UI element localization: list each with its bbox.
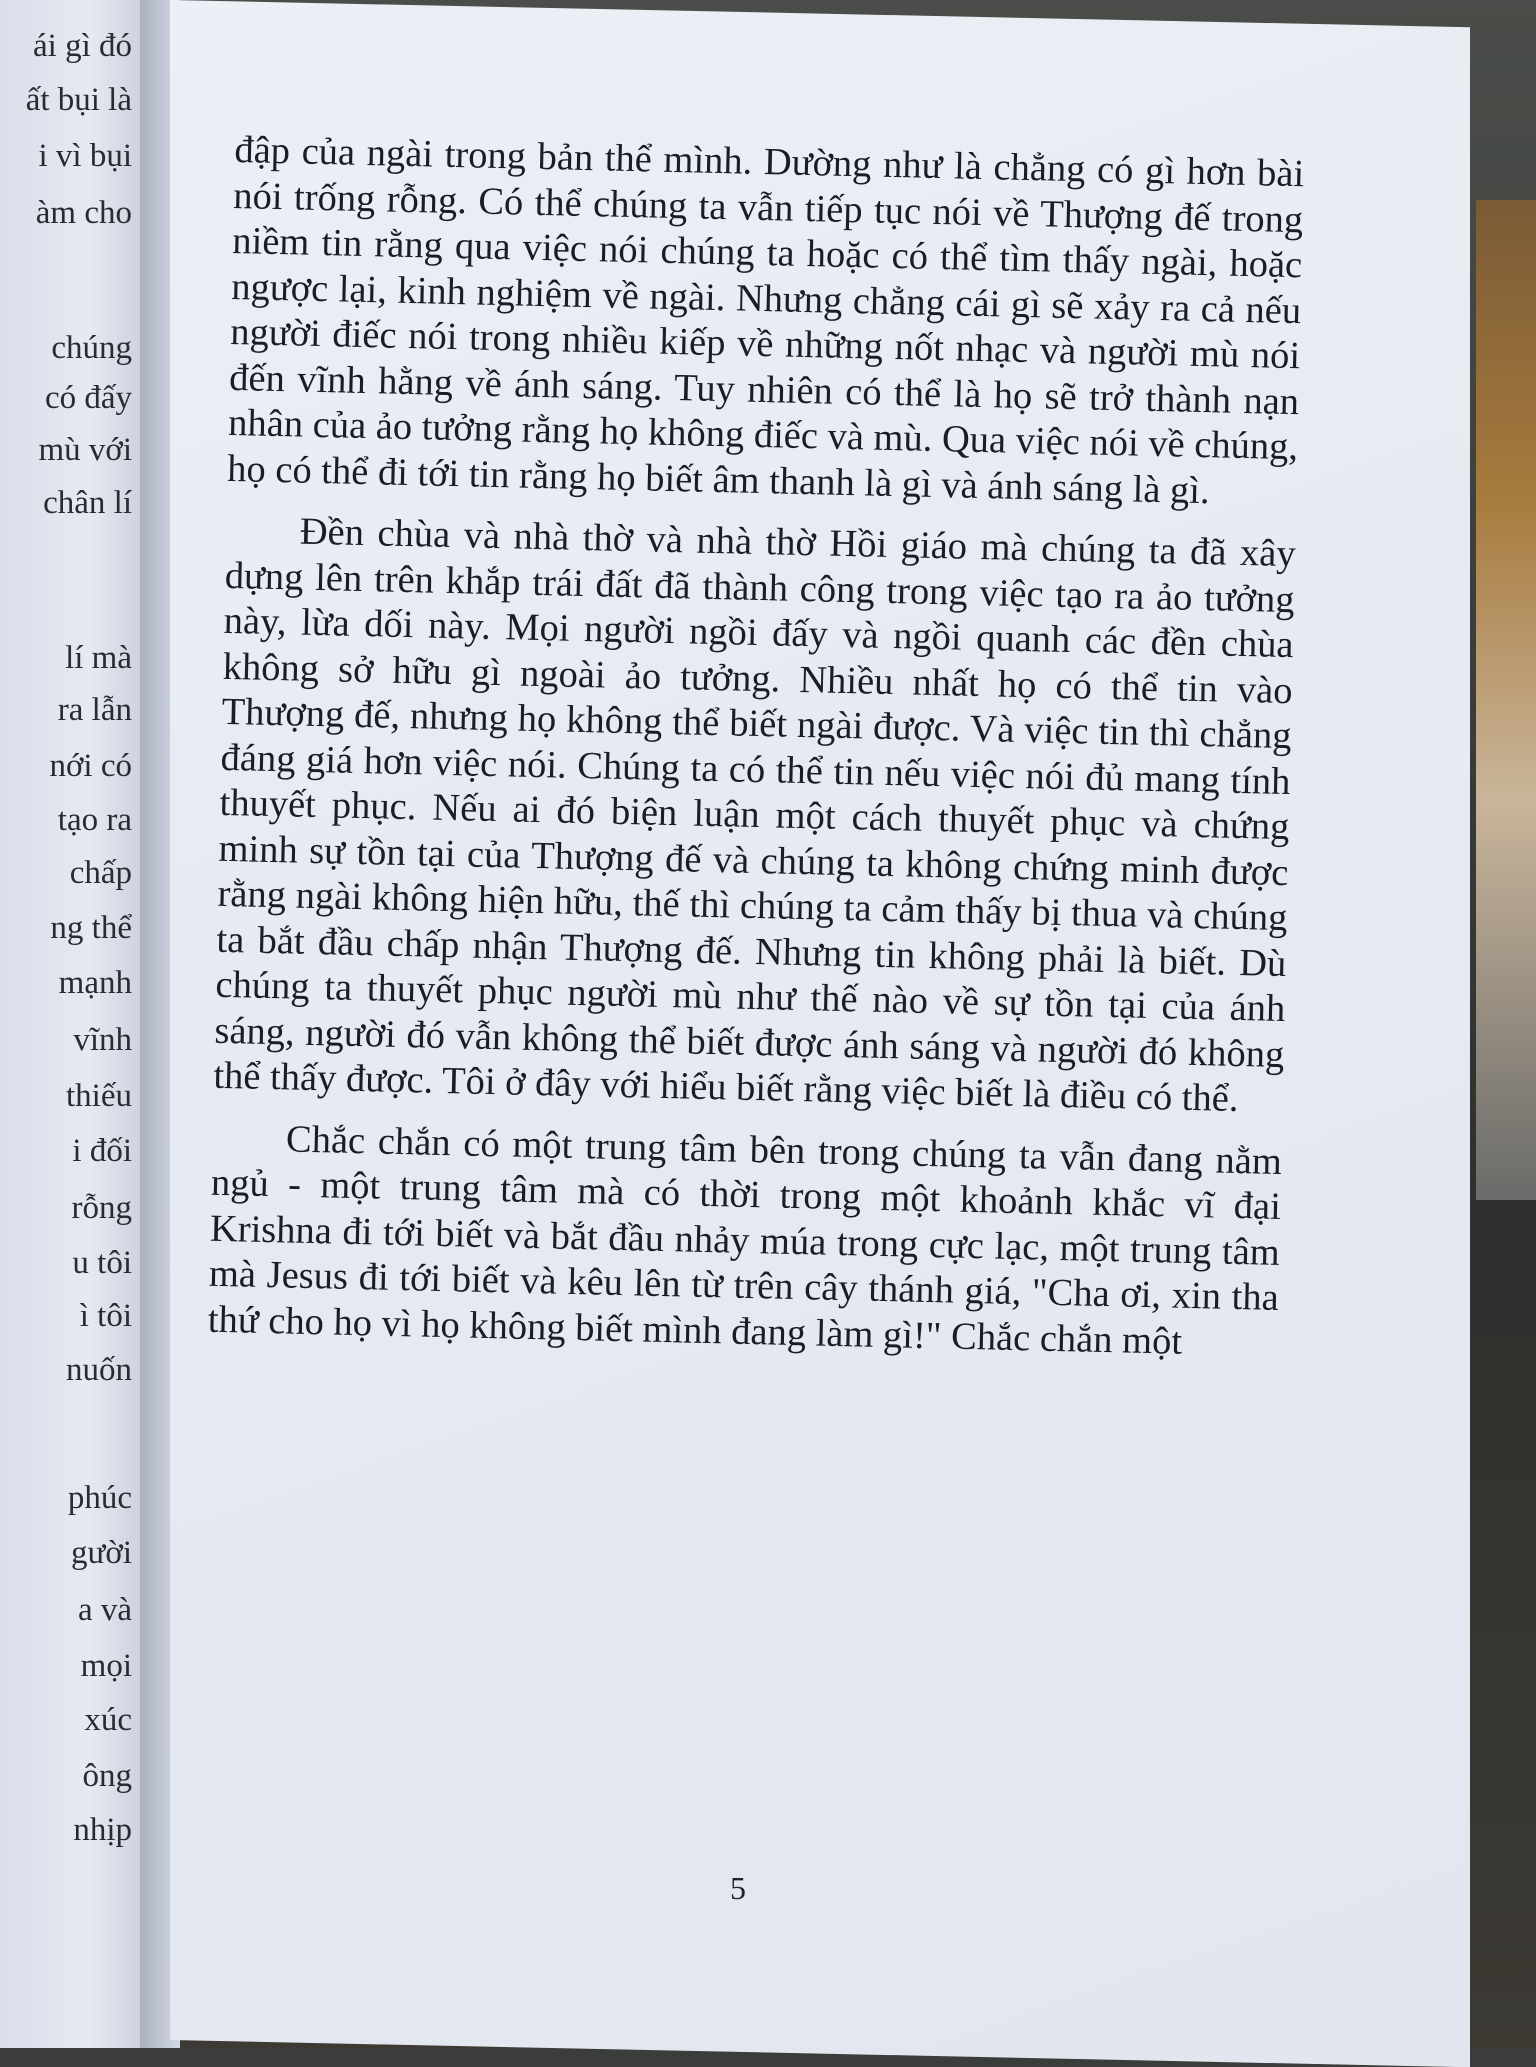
left-page-fragment: a và bbox=[77, 1592, 132, 1628]
left-page-fragment: ông bbox=[82, 1758, 132, 1794]
left-page-fragment: chúng bbox=[51, 330, 132, 366]
left-page-fragment: àm cho bbox=[35, 195, 132, 231]
background-books bbox=[1476, 200, 1536, 1200]
left-page-fragment: nhịp bbox=[73, 1812, 132, 1848]
left-page-fragment: phúc bbox=[67, 1480, 132, 1516]
paragraph: Chắc chắn có một trung tâm bên trong chúng ta vẫn đang nằm ngủ - một trung tâm mà có thời trong một khoảnh khắc vĩ đại Krishna đi tới biết và bắt đầu nhảy múa trong cực lạc, một trung tâm mà Jesus đi tới biết và kêu lên từ trên cây thánh giá, "Cha ơi, xin tha thứ cho họ vì họ không biết mình đang làm gì!" Chắc chắn một bbox=[207, 1117, 1283, 1363]
left-page-fragment: có đấy bbox=[44, 380, 132, 416]
left-page-fragment: mạnh bbox=[58, 965, 132, 1001]
left-page-fragment: vĩnh bbox=[73, 1022, 132, 1058]
paragraph: Đền chùa và nhà thờ và nhà thờ Hồi giáo mà chúng ta đã xây dựng lên trên khắp trái đất đã thành công trong việc tạo ra ảo tưởng này, lừa dối này. Mọi người ngồi đấy và ngồi quanh các đền chùa không sở hữu gì ngoài ảo tưởng. Nhiều nhất họ có thể tin vào Thượng đế, nhưng họ không thể biết ngài được. Và việc tin thì chẳng đáng giá hơn việc nói. Chúng ta có thể tin nếu việc nói đủ mang tính thuyết phục. Nếu ai đó biện luận một cách thuyết phục và chứng minh sự tồn tại của Thượng đế và chúng ta không chứng minh được rằng ngài không hiện hữu, thế thì chúng ta cảm thấy bị thua và chúng ta bắt đầu chấp nhận Thượng đế. Nhưng tin không phải là biết. Dù chúng ta thuyết phục người mù như thế nào về sự tồn tại của ánh sáng, người đó vẫn không thể biết được ánh sáng và người đó không thể thấy được. Tôi ở đây với hiểu biết rằng việc biết là điều có thể. bbox=[213, 510, 1297, 1121]
left-page-fragment: chân lí bbox=[43, 485, 132, 521]
left-page-fragment: gười bbox=[70, 1535, 132, 1571]
left-page-fragment: mù với bbox=[38, 432, 132, 468]
left-page-fragment: chấp bbox=[69, 855, 132, 891]
left-page-fragment: ất bụi là bbox=[25, 82, 132, 118]
left-page-fragment: lí mà bbox=[65, 640, 132, 676]
left-page-fragment: i vì bụi bbox=[38, 138, 132, 174]
left-page-fragment: ng thể bbox=[50, 910, 132, 946]
left-page-fragment: u tôi bbox=[72, 1245, 132, 1281]
left-page-fragment: i đối bbox=[72, 1133, 132, 1169]
left-page-fragment: ái gì đó bbox=[33, 28, 132, 64]
left-page-fragment: ra lẫn bbox=[57, 692, 132, 728]
left-page-fragment: tạo ra bbox=[57, 802, 132, 838]
left-page-fragment: xúc bbox=[84, 1702, 132, 1738]
left-page bbox=[0, 0, 150, 2048]
left-page-fragment: mọi bbox=[80, 1648, 132, 1684]
body-text bbox=[207, 128, 1304, 1367]
paragraph: đập của ngài trong bản thể mình. Dường như là chẳng có gì hơn bài nói trống rỗng. Có thể chúng ta vẫn tiếp tục nói về Thượng đế trong niềm tin rằng qua việc nói chúng ta hoặc có thể tìm thấy ngài, hoặc ngược lại, kinh nghiệm về ngài. Nhưng chẳng cái gì sẽ xảy ra cả nếu người điếc nói trong nhiều kiếp về những nốt nhạc và người mù nói đến vĩnh hằng về ánh sáng. Tuy nhiên có thể là họ sẽ trở thành nạn nhân của ảo tưởng rằng họ không điếc và mù. Qua việc nói về chúng, họ có thể đi tới tin rằng họ biết âm thanh là gì và ánh sáng là gì. bbox=[226, 128, 1305, 512]
left-page-fragment: nới có bbox=[49, 748, 132, 784]
left-page-fragment: ì tôi bbox=[79, 1298, 132, 1334]
left-page-fragment: thiếu bbox=[66, 1078, 132, 1114]
left-page-fragment: nuốn bbox=[66, 1352, 132, 1388]
page-number: 5 bbox=[730, 1870, 746, 1906]
left-page-fragment: rỗng bbox=[71, 1190, 132, 1226]
